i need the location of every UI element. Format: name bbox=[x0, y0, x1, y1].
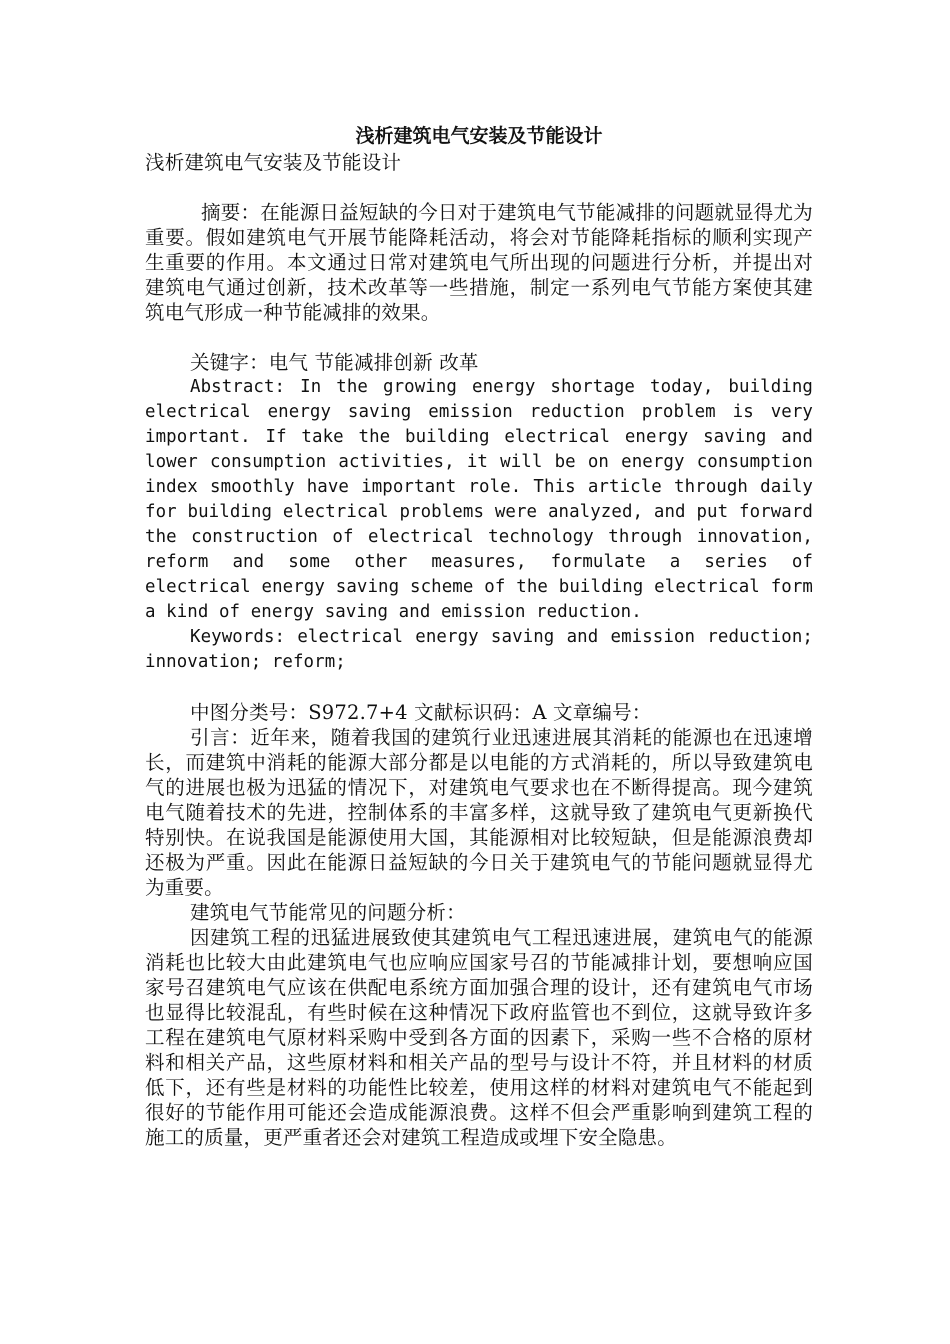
abstract-english: Abstract: In the growing energy shortage today, building electrical energy saving emission reduction problem is very important. If take the building electrical energy saving and lower consumption activities, it will be on energy consumption index smoothly have important role. This article through daily for building electrical problems were analyzed, and put forward the construction of electrical technology through innovation, reform and some other measures, formulate a series of electrical energy saving scheme of the building electrical form a kind of energy saving and emission reduction. bbox=[145, 377, 824, 622]
keywords-chinese: 关键字：电气 节能减排创新 改革 bbox=[190, 351, 479, 374]
spacer bbox=[145, 675, 813, 700]
keywords-english: Keywords: electrical energy saving and emission reduction; innovation; reform; bbox=[145, 627, 824, 672]
document-page bbox=[145, 122, 824, 1150]
spacer bbox=[145, 175, 813, 200]
document-title: 浅析建筑电气安装及节能设计 bbox=[355, 125, 603, 147]
spacer bbox=[145, 325, 813, 350]
introduction-paragraph: 引言：近年来，随着我国的建筑行业迅速进展其消耗的能源也在迅速增长，而建筑中消耗的能源大部分都是以电能的方式消耗的，所以导致建筑电气的进展也极为迅猛的情况下，对建筑电气要求也在不断得提高。现今建筑电气随着技术的先进，控制体系的丰富多样，这就导致了建筑电气更新换代特别快。在说我国是能源使用大国，其能源相对比较短缺，但是能源浪费却还极为严重。因此在能源日益短缺的今日关于建筑电气的节能问题就显得尤为重要。 bbox=[145, 726, 813, 899]
section-heading: 建筑电气节能常见的问题分析： bbox=[190, 901, 466, 924]
section-body-paragraph: 因建筑工程的迅猛进展致使其建筑电气工程迅速进展，建筑电气的能源消耗也比较大由此建筑电气也应响应国家号召的节能减排计划，要想响应国家号召建筑电气应该在供配电系统方面加强合理的设计，还有建筑电气市场也显得比较混乱，有些时候在这种情况下政府监管也不到位，这就导致许多工程在建筑电气原材料采购中受到各方面的因素下，采购一些不合格的原材料和相关产品，这些原材料和相关产品的型号与设计不符，并且材料的材质低下，还有些是材料的功能性比较差，使用这样的材料对建筑电气不能起到很好的节能作用可能还会造成能源浪费。这样不但会严重影响到建筑工程的施工的质量，更严重者还会对建筑工程造成或埋下安全隐患。 bbox=[145, 926, 813, 1149]
abstract-chinese: 摘要：在能源日益短缺的今日对于建筑电气节能减排的问题就显得尤为重要。假如建筑电气开展节能降耗活动，将会对节能降耗指标的顺利实现产生重要的作用。本文通过日常对建筑电气所出现的问题进行分析，并提出对建筑电气通过创新，技术改革等一些措施，制定一系列电气节能方案使其建筑电气形成一种节能减排的效果。 bbox=[145, 201, 813, 324]
classification-line: 中图分类号：S972.7+4 文献标识码：A 文章编号： bbox=[190, 701, 652, 724]
document-subtitle: 浅析建筑电气安装及节能设计 bbox=[145, 151, 402, 174]
